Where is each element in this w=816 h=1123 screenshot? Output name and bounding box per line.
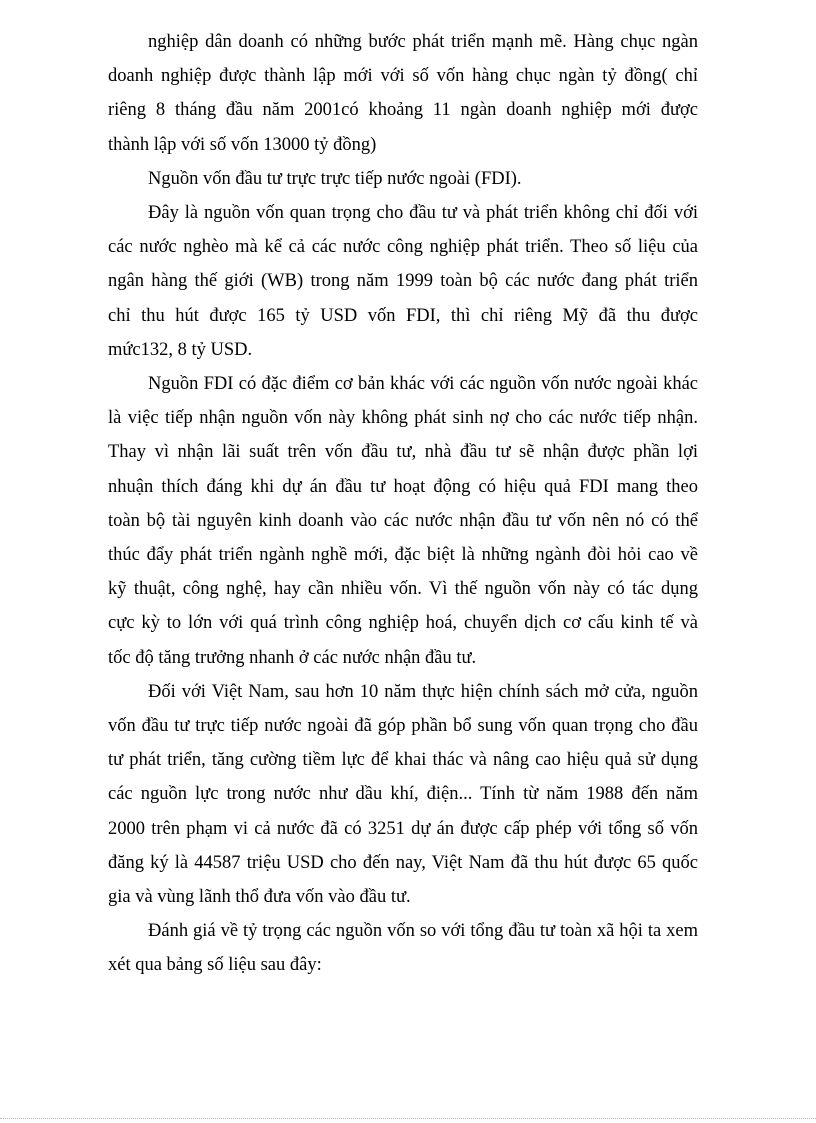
text-line: ngân hàng thế giới (WB) trong năm 1999 toàn bộ các nước đang phát triển [108, 271, 698, 292]
text-line: Đây là nguồn vốn quan trọng cho đầu tư và phát triển không chỉ đối với [148, 203, 698, 223]
text-line: nhuận thích đáng khi dự án đầu tư hoạt động có hiệu quả FDI mang theo [108, 476, 698, 497]
text-line: là việc tiếp nhận nguồn vốn này không phát sinh nợ cho các nước tiếp nhận. [108, 408, 698, 429]
text-line: cực kỳ to lớn với quá trình công nghiệp hoá, chuyển dịch cơ cấu kinh tế và [108, 613, 698, 634]
text-line: các nguồn lực trong nước như dầu khí, điện... Tính từ năm 1988 đến năm [108, 784, 698, 805]
text-line: thành lập với số vốn 13000 tỷ đồng) [108, 134, 377, 155]
text-line: thúc đẩy phát triển ngành nghề mới, đặc biệt là những ngành đòi hỏi cao về [108, 545, 698, 565]
text-line: mức132, 8 tỷ USD. [108, 339, 253, 360]
text-line: vốn đầu tư trực tiếp nước ngoài đã góp phần bổ sung vốn quan trọng cho đầu [108, 716, 698, 736]
text-line: nghiệp dân doanh có những bước phát triển mạnh mẽ. Hàng chục ngàn [148, 32, 698, 52]
text-line: đăng ký là 44587 triệu USD cho đến nay, Việt Nam đã thu hút được 65 quốc [108, 852, 698, 873]
text-line: Đánh giá về tỷ trọng các nguồn vốn so với tổng đầu tư toàn xã hội ta xem [148, 921, 698, 942]
text-line: các nước nghèo mà kể cả các nước công nghiệp phát triển. Theo số liệu của [108, 237, 698, 258]
text-line: Nguồn vốn đầu tư trực trực tiếp nước ngoài (FDI). [148, 168, 522, 189]
text-line: gia và vùng lãnh thổ đưa vốn vào đầu tư. [108, 887, 411, 907]
text-line: doanh nghiệp được thành lập mới với số vốn hàng chục ngàn tỷ đồng( chỉ [108, 66, 698, 87]
text-line: chỉ thu hút được 165 tỷ USD vốn FDI, thì chỉ riêng Mỹ đã thu được [108, 305, 698, 326]
text-line: riêng 8 tháng đầu năm 2001có khoảng 11 ngàn doanh nghiệp mới được [108, 100, 698, 121]
page-bottom-divider [0, 1118, 816, 1119]
text-line: Đối với Việt Nam, sau hơn 10 năm thực hiện chính sách mở cửa, nguồn [148, 681, 698, 702]
text-line: 2000 trên phạm vi cả nước đã có 3251 dự án được cấp phép với tổng số vốn [108, 818, 698, 839]
text-line: xét qua bảng số liệu sau đây: [108, 955, 322, 976]
text-line: tư phát triển, tăng cường tiềm lực để khai thác và nâng cao hiệu quả sử dụng [108, 750, 698, 771]
text-line: Thay vì nhận lãi suất trên vốn đầu tư, nhà đầu tư sẽ nhận được phần lợi [108, 442, 698, 463]
text-line: kỹ thuật, công nghệ, hay cần nhiều vốn. Vì thế nguồn vốn này có tác dụng [108, 579, 698, 600]
text-line: Nguồn FDI có đặc điểm cơ bản khác với các nguồn vốn nước ngoài khác [148, 374, 698, 394]
text-line: tốc độ tăng trưởng nhanh ở các nước nhận đầu tư. [108, 647, 477, 668]
text-line: toàn bộ tài nguyên kinh doanh vào các nước nhận đầu tư vốn nên nó có thể [108, 510, 698, 531]
